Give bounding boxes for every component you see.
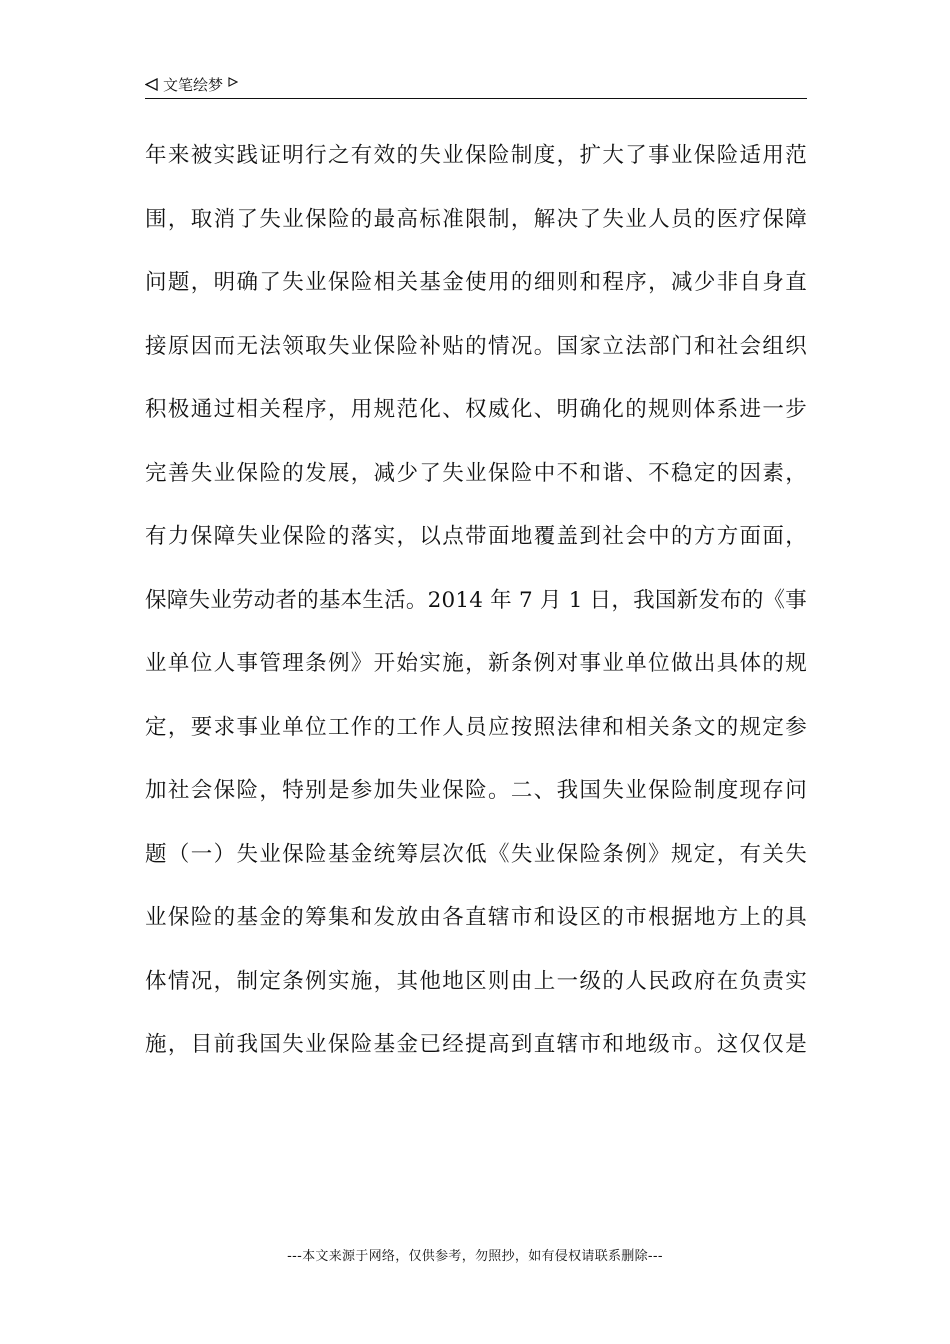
text-line: 业单位人事管理条例》开始实施，新条例对事业单位做出具体的规 <box>145 651 807 676</box>
triangle-left-icon <box>145 78 158 91</box>
text-line: 体情况，制定条例实施，其他地区则由上一级的人民政府在负责实 <box>145 968 807 994</box>
text-line: 题（一）失业保险基金统筹层次低《失业保险条例》规定，有关失 <box>145 841 807 867</box>
triangle-right-icon <box>228 77 238 87</box>
text-line: 积极通过相关程序，用规范化、权威化、明确化的规则体系进一步 <box>145 397 807 422</box>
header-brand <box>145 74 238 95</box>
text-line: 问题，明确了失业保险相关基金使用的细则和程序，减少非自身直 <box>145 270 807 295</box>
text-line: 完善失业保险的发展，减少了失业保险中不和谐、不稳定的因素， <box>145 460 807 486</box>
text-line: 保障失业劳动者的基本生活。2014 年 7 月 1 日，我国新发布的《事 <box>145 587 807 613</box>
text-line: 围，取消了失业保险的最高标准限制，解决了失业人员的医疗保障 <box>145 206 807 232</box>
footer-notice: ---本文来源于网络，仅供参考，勿照抄，如有侵权请联系删除--- <box>287 1249 663 1264</box>
text-line: 施，目前我国失业保险基金已经提高到直辖市和地级市。这仅仅是 <box>145 1032 807 1057</box>
text-line: 定，要求事业单位工作的工作人员应按照法律和相关条文的规定参 <box>145 714 807 740</box>
page-header <box>145 70 807 99</box>
header-brand-text: 文笔绘梦 <box>163 76 224 94</box>
text-line: 有力保障失业保险的落实，以点带面地覆盖到社会中的方方面面， <box>145 524 807 549</box>
document-body <box>145 127 807 1080</box>
text-line: 加社会保险，特别是参加失业保险。二、我国失业保险制度现存问 <box>145 778 807 803</box>
text-line: 业保险的基金的筹集和发放由各直辖市和设区的市根据地方上的具 <box>145 905 807 930</box>
text-line: 年来被实践证明行之有效的失业保险制度，扩大了事业保险适用范 <box>145 143 807 168</box>
text-line: 接原因而无法领取失业保险补贴的情况。国家立法部门和社会组织 <box>145 333 807 359</box>
